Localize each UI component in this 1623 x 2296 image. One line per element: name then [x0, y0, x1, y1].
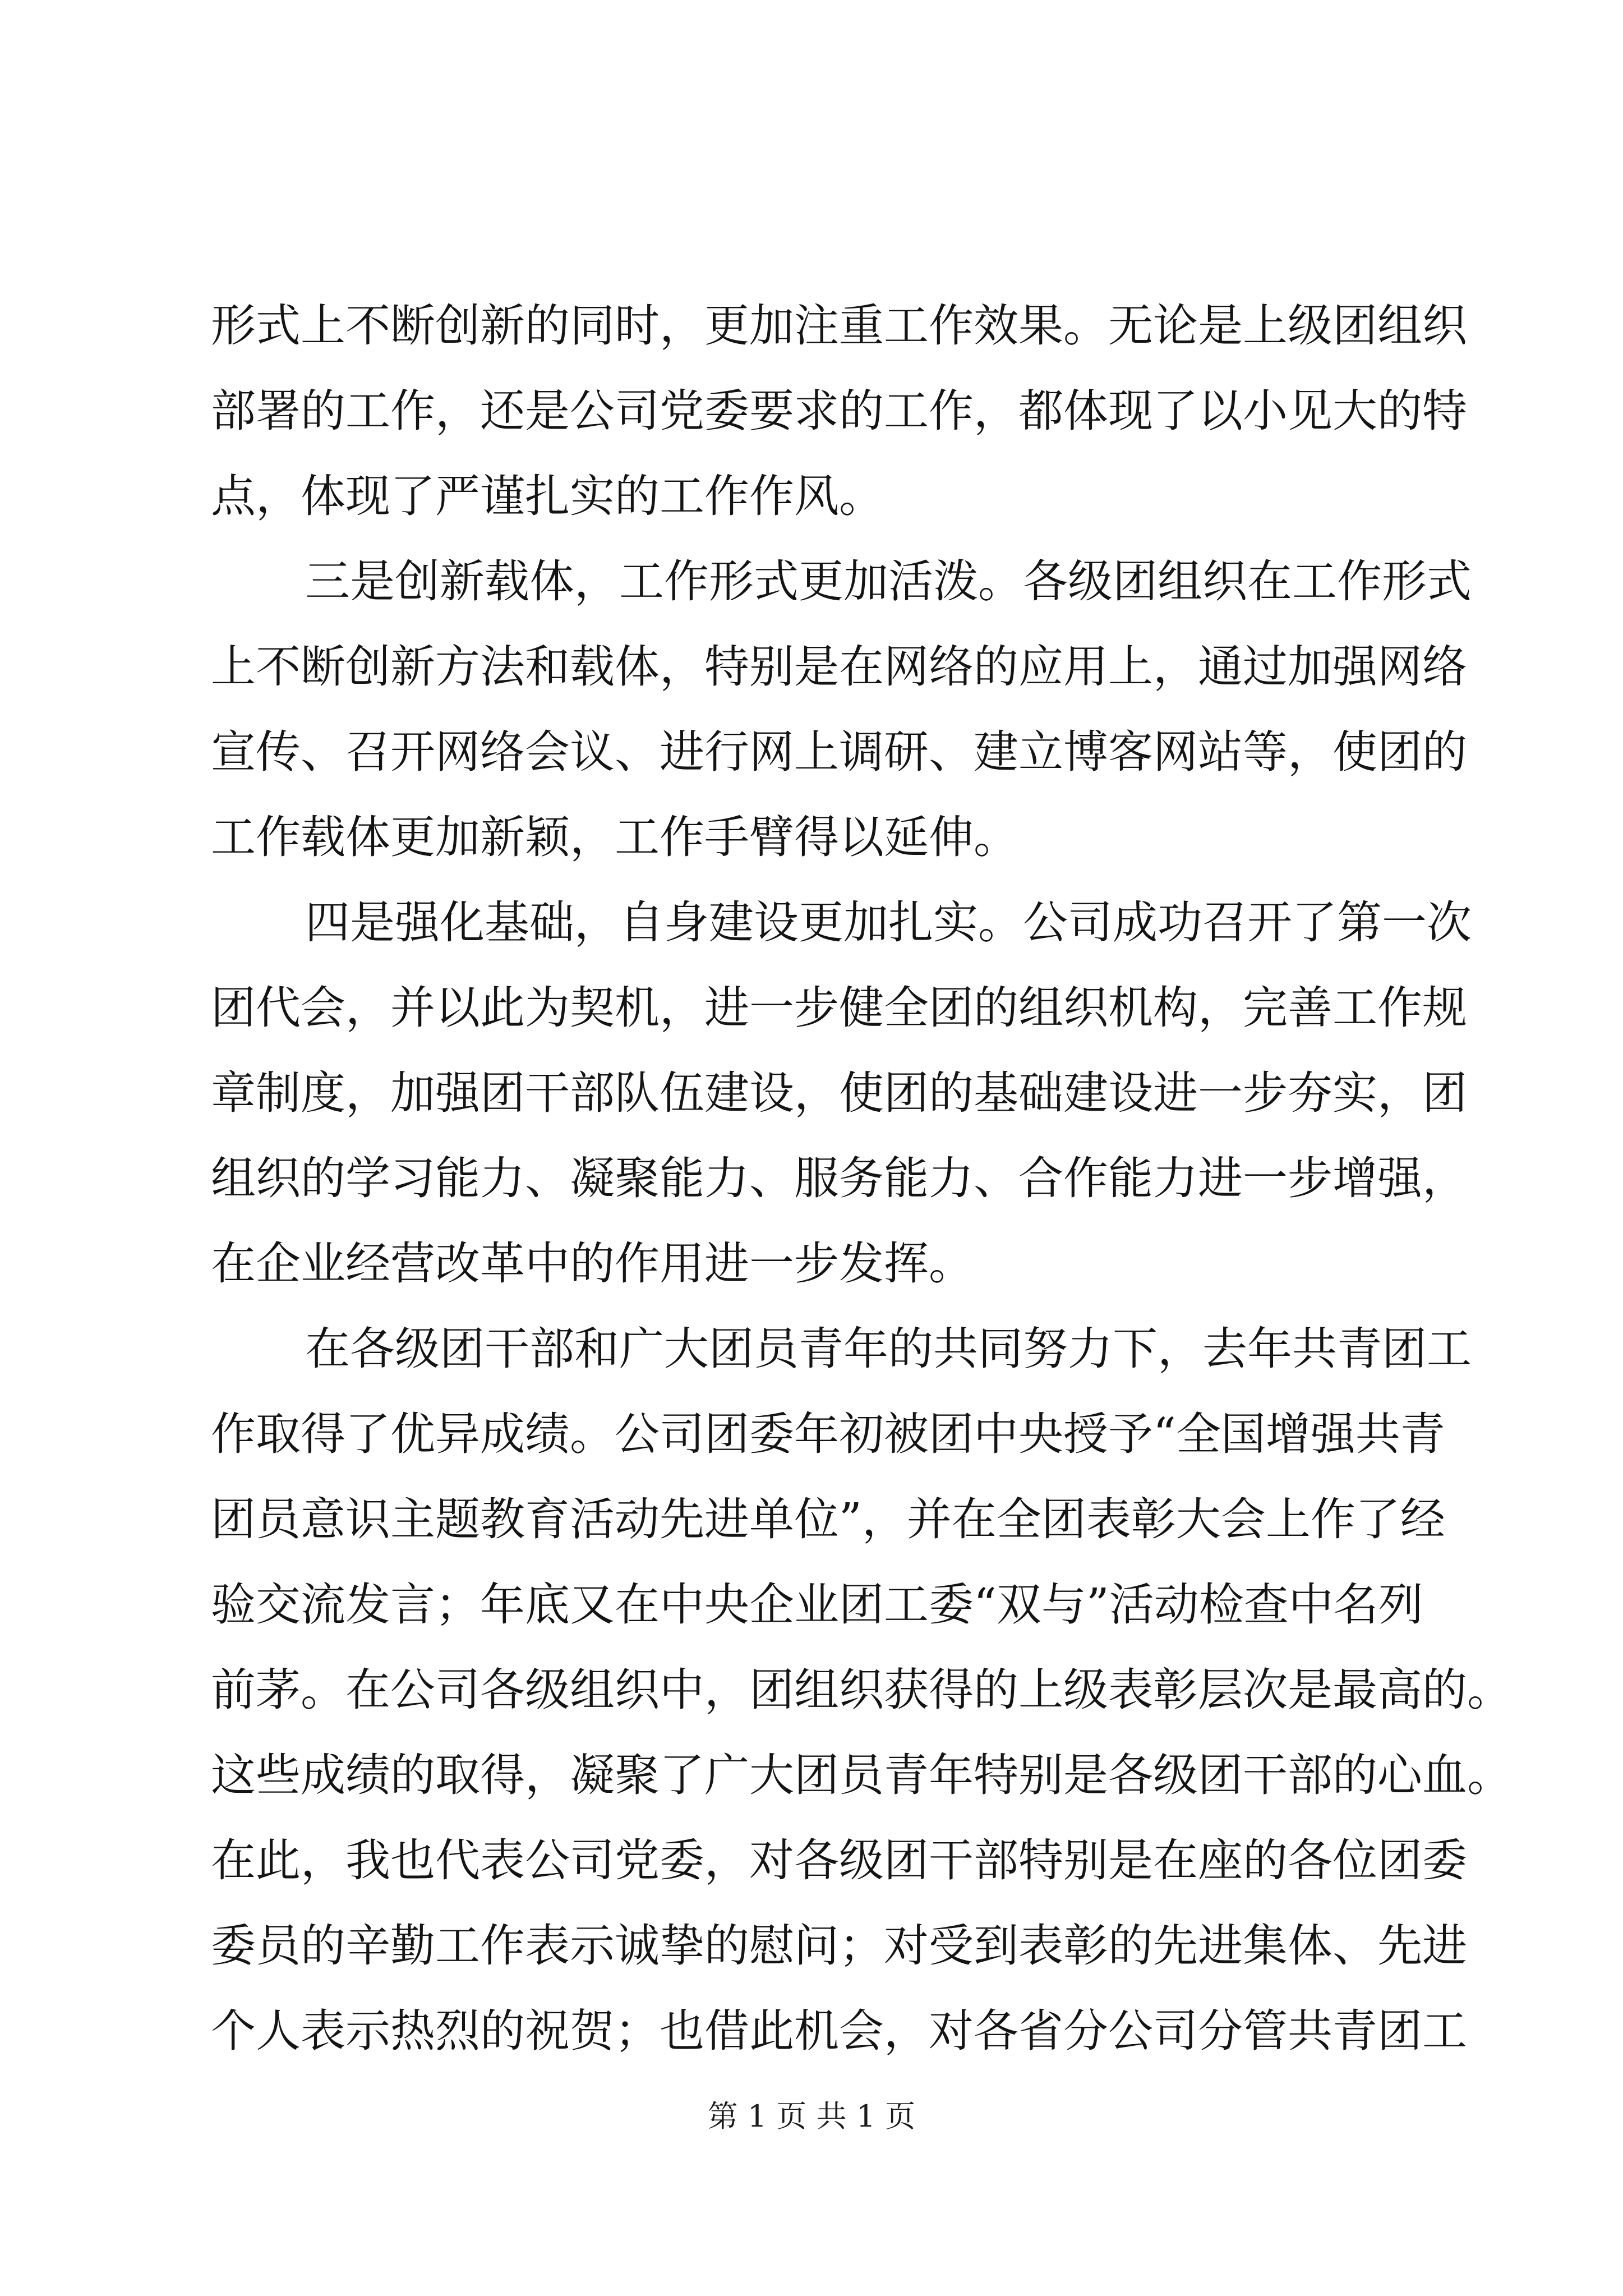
text-line: 个人表示热烈的祝贺；也借此机会，对各省分公司分管共青团工	[211, 2005, 1467, 2057]
text-line: 这些成绩的取得，凝聚了广大团员青年特别是各级团干部的心血。	[211, 1749, 1512, 1801]
text-line: 在此，我也代表公司党委，对各级团干部特别是在座的各位团委	[211, 1834, 1467, 1887]
text-line: 工作载体更加新颖，工作手臂得以延伸。	[211, 811, 1018, 863]
document-body	[211, 283, 1512, 2074]
text-line: 点，体现了严谨扎实的工作作风。	[211, 470, 884, 522]
paragraph-first-line: 在各级团干部和广大团员青年的共同努力下，去年共青团工	[305, 1323, 1472, 1375]
text-line: 在企业经营改革中的作用进一步发挥。	[211, 1237, 974, 1290]
paragraph-first-line: 四是强化基础，自身建设更加扎实。公司成功召开了第一次	[305, 896, 1472, 949]
paragraph-first-line: 三是创新载体，工作形式更加活泼。各级团组织在工作形式	[305, 555, 1472, 608]
text-line: 部署的工作，还是公司党委要求的工作，都体现了以小见大的特	[211, 385, 1467, 437]
text-line: 团员意识主题教育活动先进单位”，并在全团表彰大会上作了经	[211, 1493, 1445, 1545]
text-line: 章制度，加强团干部队伍建设，使团的基础建设进一步夯实，团	[211, 1067, 1467, 1119]
text-line: 委员的辛勤工作表示诚挚的慰问；对受到表彰的先进集体、先进	[211, 1920, 1467, 1972]
text-line: 作取得了优异成绩。公司团委年初被团中央授予“全国增强共青	[211, 1408, 1445, 1460]
text-line: 团代会，并以此为契机，进一步健全团的组织机构，完善工作规	[211, 982, 1467, 1034]
text-line: 验交流发言；年底又在中央企业团工委“双与”活动检查中名列	[211, 1579, 1423, 1631]
text-line: 前茅。在公司各级组织中，团组织获得的上级表彰层次是最高的。	[211, 1664, 1512, 1716]
text-line: 上不断创新方法和载体，特别是在网络的应用上，通过加强网络	[211, 641, 1467, 693]
text-line: 组织的学习能力、凝聚能力、服务能力、合作能力进一步增强，	[211, 1152, 1467, 1204]
text-line: 形式上不断创新的同时，更加注重工作效果。无论是上级团组织	[211, 300, 1467, 352]
page-number-footer: 第 1 页 共 1 页	[707, 2099, 916, 2134]
text-line: 宣传、召开网络会议、进行网上调研、建立博客网站等，使团的	[211, 726, 1467, 778]
